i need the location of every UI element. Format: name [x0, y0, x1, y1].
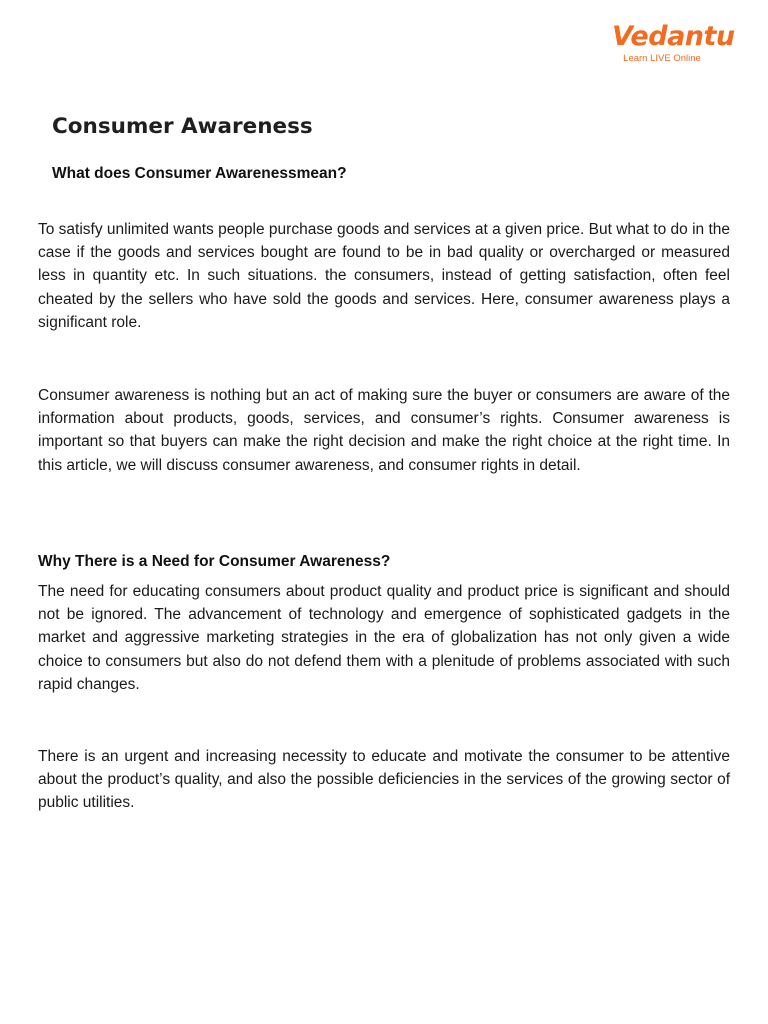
paragraph: To satisfy unlimited wants people purchase goods and services at a given price. But what to do in the case if the goods and services bought are found to be in bad quality or overcharged or measured less in quantity etc. In such situations. the consumers, instead of getting satisfaction, often feel cheated by the sellers who have sold the goods and services. Here, consumer awareness plays a significant role.: [38, 221, 730, 331]
section-heading-need: Why There is a Need for Consumer Awareness?: [38, 553, 391, 570]
logo-tagline: Learn LIVE Online: [623, 53, 701, 64]
logo-wordmark: Vedantu: [612, 21, 735, 52]
section-heading-meaning: What does Consumer Awarenessmean?: [52, 165, 347, 182]
vedantu-logo: [612, 21, 735, 64]
paragraph: Consumer awareness is nothing but an act of making sure the buyer or consumers are aware of the information about products, goods, services, and consumer’s rights. Consumer awareness is important so that buyers can make the right decision and make the right choice at the right time. In this article, we will discuss consumer awareness, and consumer rights in detail.: [38, 387, 730, 474]
page-title: Consumer Awareness: [52, 114, 313, 139]
paragraph: The need for educating consumers about product quality and product price is significant and should not be ignored. The advancement of technology and emergence of sophisticated gadgets in the market and aggressive marketing strategies in the era of globalization has not only given a wide choice to consumers but also do not defend them with a plenitude of problems associated with such rapid changes.: [38, 583, 730, 693]
paragraph: There is an urgent and increasing necessity to educate and motivate the consumer to be attentive about the product’s quality, and also the possible deficiencies in the services of the growing sector of public utilities.: [38, 748, 730, 812]
